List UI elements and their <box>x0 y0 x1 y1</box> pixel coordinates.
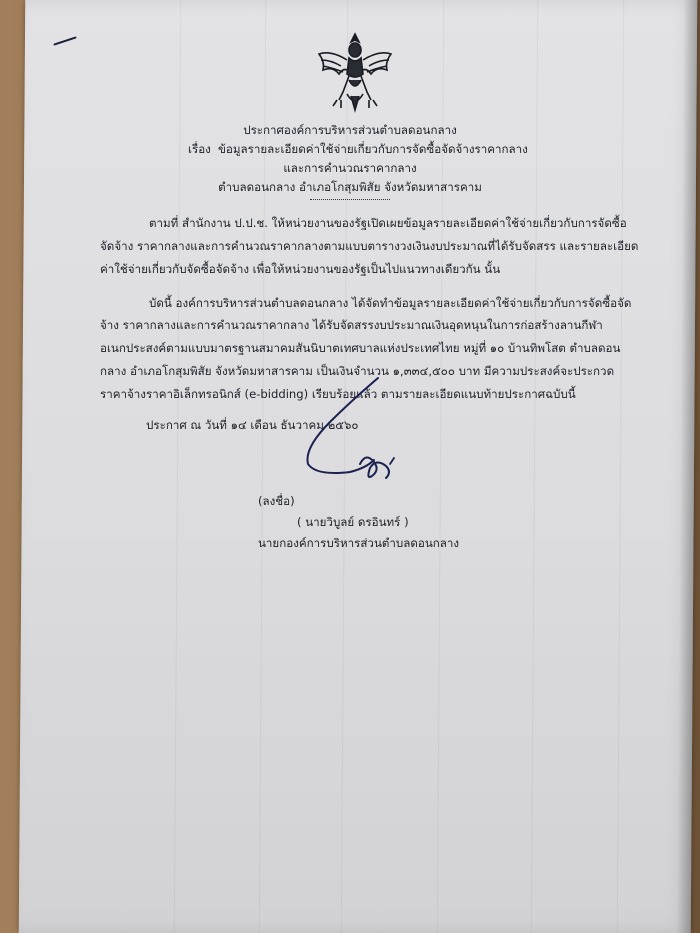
scan-streak <box>259 0 267 933</box>
subject-line: ข้อมูลรายละเอียดค่าใช้จ่ายเกี่ยวกับการจัดซื้อจัดจ้างราคากลาง <box>218 142 528 156</box>
scan-streak <box>531 0 539 933</box>
scan-streak <box>437 0 445 933</box>
sign-label: (ลงชื่อ) <box>258 494 295 508</box>
paragraph-line: กลาง อำเภอโกสุมพิสัย จังหวัดมหาสารคาม เป็นเงินจำนวน ๑,๓๓๔,๕๐๐ บาท มีความประสงค์จะประกวด <box>100 364 615 378</box>
location-line: ตำบลดอนกลาง อำเภอโกสุมพิสัย จังหวัดมหาสารคาม <box>218 180 482 194</box>
paragraph-line: จ้าง ราคากลางและการคำนวณราคากลาง ได้รับจัดสรรงบประมาณเงินอุดหนุนในการก่อสร้างลานกีฬา <box>100 318 603 332</box>
paragraph-line: จัดจ้าง ราคากลางและการคำนวณราคากลางตามแบบตารางวงเงินงบประมาณที่ได้รับจัดสรร และรายละเอียด <box>100 239 639 253</box>
paragraph-line: ค่าใช้จ่ายเกี่ยวกับจัดซื้อจัดจ้าง เพื่อให้หน่วยงานของรัฐเป็นไปแนวทางเดียวกัน นั้น <box>100 262 501 276</box>
scan-streak <box>617 0 625 933</box>
paragraph-line: ตามที่ สำนักงาน ป.ป.ช. ให้หน่วยงานของรัฐเปิดเผยข้อมูลรายละเอียดค่าใช้จ่ายเกี่ยวกับการจัดซื้อ <box>149 216 627 230</box>
subject-line: และการคำนวณราคากลาง <box>283 161 417 175</box>
subject-label: เรื่อง <box>188 142 211 156</box>
separator-dots <box>310 199 390 200</box>
signer-position: นายกองค์การบริหารส่วนตำบลดอนกลาง <box>258 536 460 550</box>
date-line: ประกาศ ณ วันที่ ๑๔ เดือน ธันวาคม ๒๕๖๐ <box>146 418 359 432</box>
signer-name: ( นายวิบูลย์ ดรอินทร์ ) <box>297 515 409 529</box>
garuda-emblem-icon <box>313 30 397 114</box>
paragraph-line: อเนกประสงค์ตามแบบมาตรฐานสมาคมสันนิบาตเทศบาลแห่งประเทศไทย หมู่ที่ ๑๐ บ้านทิพโสต ตำบลดอน <box>100 341 621 355</box>
document-title: ประกาศองค์การบริหารส่วนตำบลดอนกลาง <box>243 123 457 137</box>
paragraph-line: บัดนี้ องค์การบริหารส่วนตำบลดอนกลาง ได้จัดทำข้อมูลรายละเอียดค่าใช้จ่ายเกี่ยวกับการจัดซื้อจัด <box>149 296 632 310</box>
scan-streak <box>174 0 182 933</box>
paragraph-line: ราคาจ้างราคาอิเล็กทรอนิกส์ (e-bidding) เรียบร้อยแล้ว ตามรายละเอียดแนบท้ายประกาศฉบับนี้ <box>100 387 576 401</box>
handwritten-signature <box>290 372 430 492</box>
